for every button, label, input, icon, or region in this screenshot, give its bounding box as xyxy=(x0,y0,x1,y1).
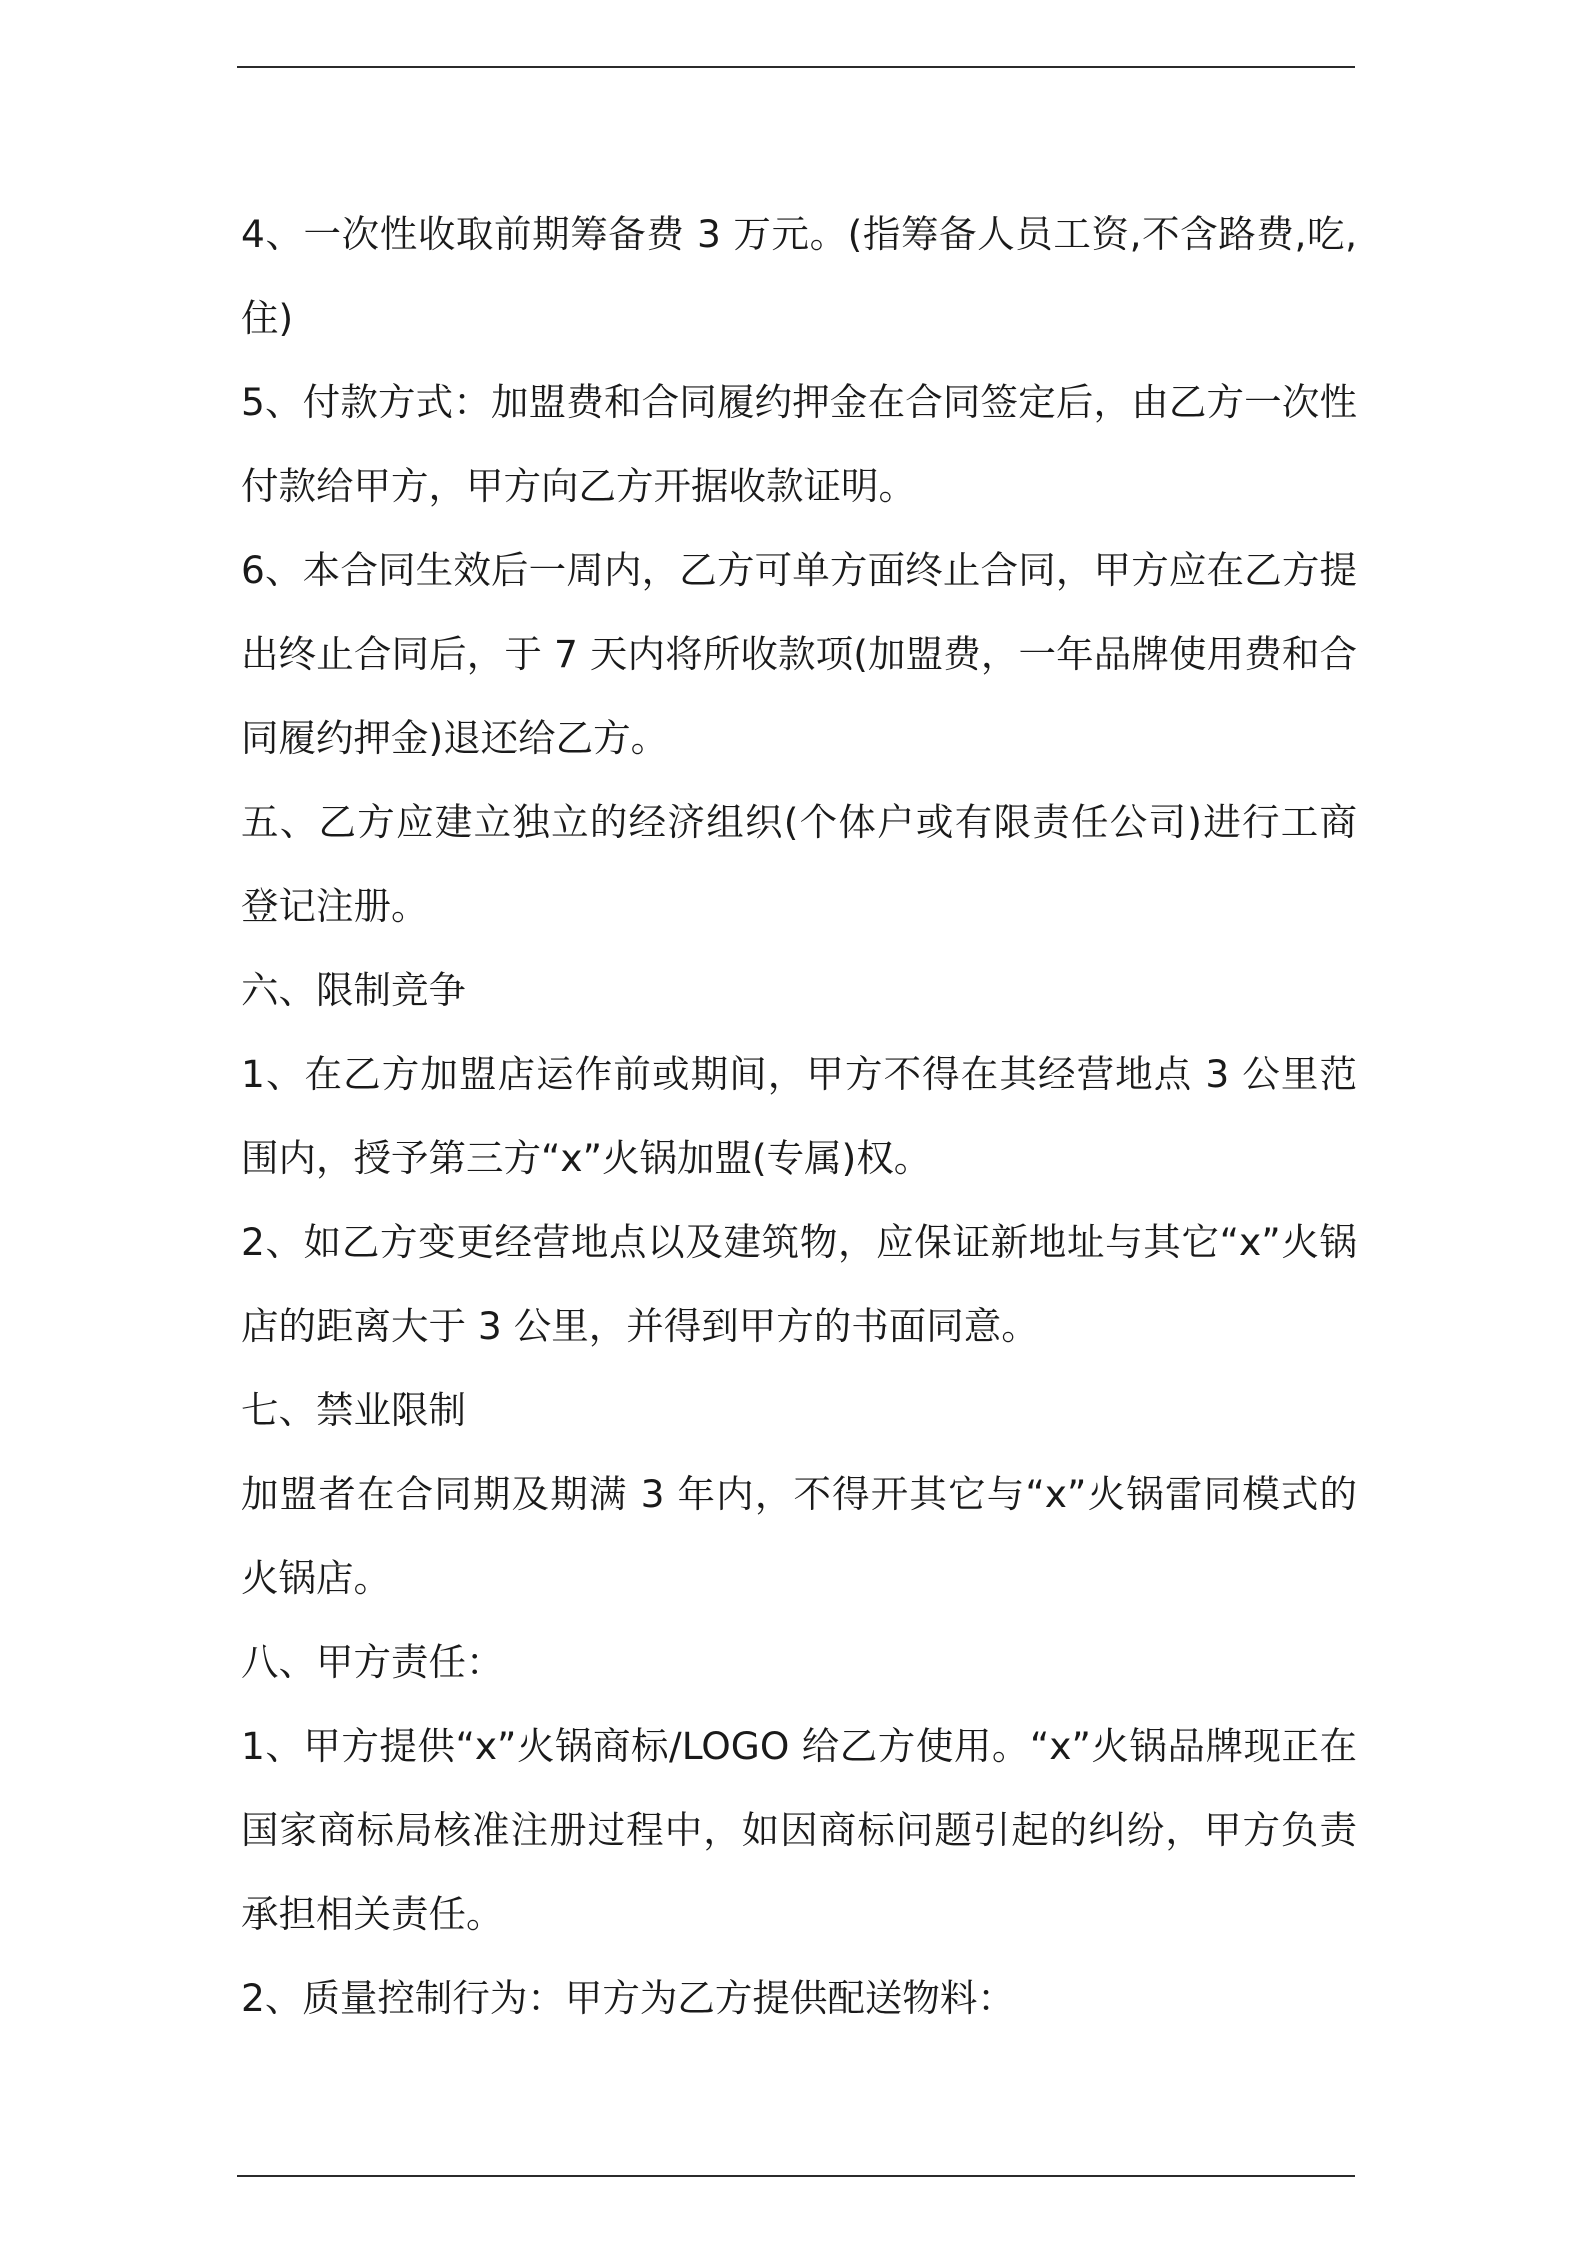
header-rule xyxy=(237,66,1355,68)
footer-rule xyxy=(237,2175,1355,2177)
section-heading-5-registration: 五、乙方应建立独立的经济组织(个体户或有限责任公司)进行工商登记注册。 xyxy=(241,800,1357,928)
document-body xyxy=(241,192,1357,2040)
section-heading-6-competition: 六、限制竞争 xyxy=(241,968,466,1012)
section-heading-7-noncompete: 七、禁业限制 xyxy=(241,1388,466,1432)
paragraph-party-a-item-1: 1、甲方提供“x”火锅商标/LOGO 给乙方使用。“x”火锅品牌现正在国家商标局核准注册过程中，如因商标问题引起的纠纷，甲方负责承担相关责任。 xyxy=(241,1724,1357,1936)
paragraph-payment-item-5: 5、付款方式：加盟费和合同履约押金在合同签定后，由乙方一次性付款给甲方，甲方向乙方开据收款证明。 xyxy=(241,380,1357,508)
section-heading-8-party-a: 八、甲方责任： xyxy=(241,1640,504,1684)
paragraph-noncompete: 加盟者在合同期及期满 3 年内，不得开其它与“x”火锅雷同模式的火锅店。 xyxy=(241,1472,1357,1600)
paragraph-competition-item-2: 2、如乙方变更经营地点以及建筑物，应保证新地址与其它“x”火锅店的距离大于 3 公里，并得到甲方的书面同意。 xyxy=(241,1220,1357,1348)
paragraph-competition-item-1: 1、在乙方加盟店运作前或期间，甲方不得在其经营地点 3 公里范围内，授予第三方“x”火锅加盟(专属)权。 xyxy=(241,1052,1357,1180)
paragraph-party-a-item-2: 2、质量控制行为：甲方为乙方提供配送物料： xyxy=(241,1976,1015,2020)
paragraph-fee-item-4: 4、一次性收取前期筹备费 3 万元。(指筹备人员工资,不含路费,吃,住) xyxy=(241,212,1357,340)
paragraph-termination-item-6: 6、本合同生效后一周内，乙方可单方面终止合同，甲方应在乙方提出终止合同后，于 7 天内将所收款项(加盟费，一年品牌使用费和合同履约押金)退还给乙方。 xyxy=(241,548,1357,760)
